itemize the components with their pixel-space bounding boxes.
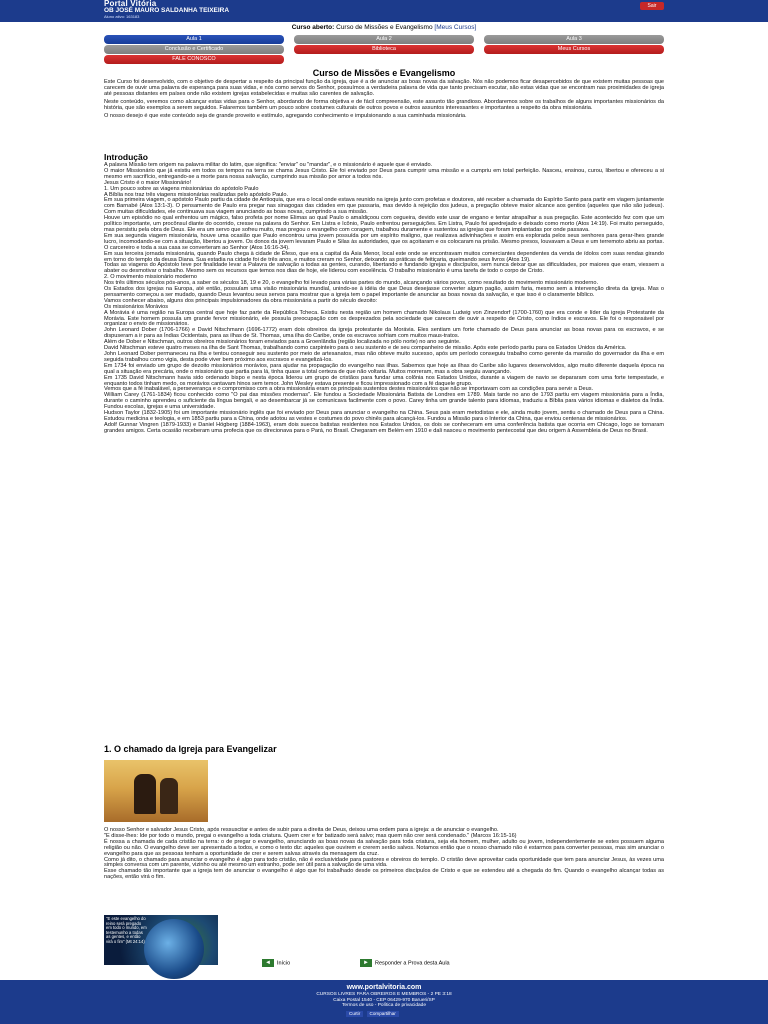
body-paragraph: John Leonard Dober (1706-1766) e David Nitschmann (1696-1772) eram dois obreiros da igreja protestante da Morávia. Eles sentiam um forte chamado de Deus para anunciar as boas novas para os escravos, e se dispuseram a ir para as Índias Ocidentais, para as ilhas de St. Thomas, uma ilha do Caribe, onde os escravos sofriam com muitos maus-tratos. (104, 327, 664, 340)
footer-line: CURSOS LIVRES PARA OBREIROS E MEMBROS - 2 PE 3:18 (316, 992, 452, 997)
tab-aula-2[interactable]: Aula 2 (294, 35, 474, 44)
home-label: Início (277, 960, 291, 967)
body-paragraph: O maior Missionário que já existiu em todos os tempos na terra se chama Jesus Cristo. Ele foi enviado por Deus para cumprir uma missão e a cumpriu em total perfeição. Nasceu, ensinou, curou, libertou e ofereceu a si mesmo em sacrifício, entregando-se a morte para nossa salvação, cumprindo sua missão por amor a todos nós. (104, 167, 664, 180)
org-name: OB JOSÉ MAURO SALDANHA TEIXEIRA (104, 6, 230, 14)
footer-line: Caixa Postal 1540 - CEP 06429-970 Barueri/SP (333, 997, 435, 1003)
my-courses-link[interactable]: [Meus Cursos] (434, 24, 477, 31)
body-paragraph: John Leonard Dober permaneceu na ilha e tentou conseguir seu sustento por meio de artesanatos, mas não obteve muito sucesso, após um período conseguiu trabalho como gerente da mansão do governador da ilha e em seguida trabalhou como vigia, desta pode viver bem próximo aos escravos e evangelizá-los. (104, 351, 664, 363)
top-header (0, 0, 768, 22)
share-button[interactable]: Compartilhar (367, 1011, 399, 1017)
body-paragraph: Vamos conhecer abaixo, alguns dos principais impulsionadores da obra missionária a partir do século dezoito: (104, 297, 378, 304)
intro-paragraph: Este Curso foi desenvolvido, com o objetivo de despertar a respeito da principal função da igreja, que é a de anunciar as boas novas da salvação. Nós não podemos ficar desapercebidos de que existem muitas pessoas que carecem de ouvir uma palavra de esperança para suas vidas, e nós como servos do Senhor, possuímos a verdadeira palavra de vida que tanto precisam escutar, são estas vidas que se encontram nas proximidades de igreja até pessoas distantes em países onde não existem igrejas estabelecidas e muitas são carentes de salvação. (104, 79, 664, 97)
nav-row-3 (104, 55, 664, 64)
tab-biblioteca[interactable]: Biblioteca (294, 45, 474, 54)
student-status: Aluno ativo: 163183 (104, 14, 140, 19)
body-paragraph: Adolf Gunnar Vingren (1879-1933) e Daniel Högberg (1884-1963), eram dois suecos batistas residentes nos Estados Unidos, os dois se conheceram em uma conferência batista que ocorria em Chicago, logo se tornaram grandes amigos. Certa ocasião receberam uma profecia que os direcionava para o Pará, no Brasil. Chegaram em Belém em 1910 e dali nasceu o movimento pentecostal que deu origem à Assembleia de Deus no Brasil. (104, 421, 664, 434)
body-paragraph: Hudson Taylor (1832-1905) foi um importante missionário inglês que foi enviado por Deus para anunciar o evangelho na China. Seus pais eram metodistas e ele, ainda muito jovem, sentiu o chamado de Deus para a China. Estudou medicina e teologia, e em 1853 partiu para a China, onde adotou as vestes e costumes do povo chinês para alcançá-los. Fundou a Missão para o Interior da China, que enviou centenas de missionários. (104, 410, 664, 422)
tab-meus-cursos[interactable]: Meus Cursos (484, 45, 664, 54)
arrow-left-icon: ◄ (262, 959, 274, 967)
body-paragraph: Esse chamado tão importante que a igreja tem de anunciar o evangelho é algo que foi trabalhado desde os primeiros discípulos de Cristo e que se estendeu até a chegada do fim. Quando o evangelho alcançar todas as nações, então virá o fim. (104, 868, 664, 881)
person-silhouette (160, 778, 178, 814)
intro-section (104, 68, 664, 119)
body-paragraph: William Carey (1761-1834) ficou conhecido como "O pai das missões modernas". Ele fundou a Sociedade Missionária Batista de Londres em 1789. Mais tarde no ano de 1793 partiu em viagem missionária para a Índia, durante o caminho aprendeu o suficiente da língua bengali, e ao desembarcar já se comunicava facilmente com o povo. Carey tinha um grande talento para idiomas, traduziu a Bíblia para vários idiomas e dialetos da Índia. Fundou escolas, igrejas e uma universidade. (104, 392, 664, 411)
body-paragraph: Jesus Cristo é o maior Missionário! (104, 179, 192, 186)
answer-exam-label: Responder a Prova desta Aula (375, 960, 450, 967)
body-paragraph: Em 1734 foi enviado um grupo de dezoito missionários morávios, para ajudar na propagação do evangelho nas ilhas. Sabemos que hoje as ilhas do Caribe são lugares desenvolvidos, algo muito diferente daquela época na qual a situação era precária, onde o missionário que partia para lá, tinha quase a total certeza de que não voltaria. Muitos morreram, mas a obra seguiu avançando. (104, 362, 664, 375)
intro-paragraph: Neste conteúdo, veremos como alcançar estas vidas para o Senhor, abordando de forma objetiva e de fácil compreensão, este assunto tão grandioso. Abordaremos sobre os trabalhos de alguns importantes missionários da história, que são exemplos a serem seguidos. Falaremos também um pouco sobre costumes culturais de outros povos e outros assuntos interessantes e importantes a respeito da obra missionária. (104, 98, 664, 111)
footer-url[interactable]: www.portalvitoria.com (346, 984, 422, 991)
world-verse-image (104, 915, 218, 965)
introduction-heading: Introdução (104, 152, 148, 162)
tab-fale-conosco[interactable]: FALE CONOSCO (104, 55, 284, 64)
body-paragraph: A Morávia é uma região na Europa central que hoje faz parte da República Tcheca. Existiu nesta região um homem chamado Nikolaus Ludwig von Zinzendorf (1700-1760) que era conde e líder da igreja Protestante da Morávia. Este homem possuía um grande fervor missionário, ele possuía preocupação com os desprezados pela sociedade que carecem de ouvir a respeito de Cristo, como índios e escravos. Ele foi o responsável por organizar o envio de missionários. (104, 309, 664, 328)
section-heading: 1. O chamado da Igreja para Evangelizar (104, 744, 277, 754)
section-body (104, 828, 664, 881)
verse-text: "E este evangelho do reino será pregado em todo o mundo, em testemunho a todas as gentes, e então virá o fim" (Mt 24:14) (106, 916, 147, 944)
body-paragraph: O nosso Senhor e salvador Jesus Cristo, após ressuscitar e antes de subir para a direita de Deus, deixou uma ordem para a igreja: a de anunciar o evangelho. (104, 827, 499, 833)
body-paragraph: David Nitschman esteve quatro meses na ilha de Sant Thomas, trabalhando como carpinteiro para o seu sustento e de seu companheiro de missão. Após este período partiu para os Estados Unidos da América. (104, 345, 627, 352)
site-logo[interactable] (104, 1, 229, 21)
intro-paragraph: O nosso desejo é que este conteúdo seja de grande proveito e estímulo, agregando conhecimento e impulsionando a sua caminhada missionária. (104, 112, 467, 119)
introduction-body (104, 163, 664, 435)
body-paragraph: Em 1735 David Nitschmann havia sido ordenado bispo e nesta época liderou um grupo de cristãos para fundar uma colônia nos Estados Unidos, durante a viagem de navio se depararam com uma forte tempestade, e enquanto todos tinham medo, os morávios cantavam hinos sem temor. John Wesley estava presente e ficou impressionado com a fé daquele grupo. (104, 374, 664, 387)
globe-icon (144, 919, 204, 979)
like-button[interactable]: Curtir (346, 1011, 363, 1017)
nav-row-1 (104, 35, 664, 44)
open-course-name: Curso de Missões e Evangelismo (336, 24, 433, 31)
body-paragraph: É nossa a chamada de cada cristão na terra: o de pregar o evangelho, anunciando as boas novas da salvação para toda criatura, seja ela homem, mulher, adulto ou jovem, independentemente se estes possuem alguma religião ou não. O evangelho deve ser apresentado a todos, e como o texto diz: aqueles que ouvirem e crerem serão salvos. Notamos então que o nosso chamado não é estarmos para converter pessoas, mas sim anunciar o evangelho para que as pessoas tenham a oportunidade de crer e serem salvas através da mensagem da cruz. (104, 838, 664, 857)
body-paragraph: A palavra Missão tem origem na palavra militar do latim, que significa: "enviar" ou "mandar", e o missionário é aquele que é enviado. (104, 162, 433, 168)
sermon-photo (104, 760, 208, 822)
body-paragraph: Vemos que a fé inabalável, a perseverança e o compromisso com a obra missionária eram os principais sustentos destes missionários que não se importavam com as condições para servir a Deus. (104, 386, 594, 393)
body-paragraph: A Bíblia nos traz três viagens missionárias realizadas pelo apóstolo Paulo. (104, 191, 289, 198)
page-title: Curso de Missões e Evangelismo (312, 68, 456, 78)
body-paragraph: Em sua segunda viagem missionária, houve uma ocasião que Paulo encontrou uma jovem possuída por um espírito maligno, que realizava adivinhações e assim era explorada pelos seus senhores para gerar-lhes grande lucro, incomodando-se com a situação, libertou a jovem. Os donos da jovem levaram Paulo e Silas às autoridades, que os açoitaram e os colocaram na prisão. Mesmo presos, louvavam a Deus e um terremoto abriu as portas. O carcereiro e toda a sua casa se converteram ao Senhor (Atos 16:16-34). (104, 232, 664, 251)
brand-name: Portal Vitória (104, 0, 157, 8)
tab-aula-3[interactable]: Aula 3 (484, 35, 664, 44)
exit-button[interactable]: Sair (640, 2, 664, 10)
body-paragraph: Houve um episódio no qual enfrentou um mágico, falso profeta por nome Elimas ao qual Paulo o amaldiçoou com cegueira, devido este usar de engano e tentar atrapalhar a sua pregação. Este acontecido fez com que um político importante, um procônsul diante do ocorrido, cresse na palavra do Senhor. Em Listra e Icônio, Paulo enfrentou perseguições. Em Listra, Paulo foi apedrejado e deixado como morto (Atos 14:19). Foi muito perseguido, mas persistiu pela obra de Deus. Ele era um servo que sofreu muito, mas pregou o evangelho com coragem, trabalhou duramente e sustentou as igrejas que foram implantadas por onde passava. (104, 215, 664, 233)
body-paragraph: Os Estados dos igrejas na Europa, até então, possuíam uma visão missionária mundial, unindo-se à idéia de que Deus desejasse converter algum pagão, assim faria, mesmo sem a intervenção direta da igreja. Mas o pensamento começou a ser mudado, quando Deus levantou seus servos para mostrar que a igreja tem o papel importante de anunciar as boas novas da salvação, e que isso é o claramente bíblico. (104, 286, 664, 298)
nav-row-2 (104, 45, 664, 54)
home-button[interactable] (262, 959, 290, 968)
body-paragraph: Além de Dober e Nitschman, outros obreiros missionários foram enviados para a Groenlândia (região localizada no pólo norte) no ano seguinte. (104, 339, 461, 346)
body-paragraph: Como já dito, o chamado para anunciar o evangelho é algo para todo cristão, não é exclusividade para pastores e obreiros do templo. O cristão deve aproveitar cada oportunidade que tem para anunciar Jesus, às vezes uma simples conversa com um parente, vizinho ou até mesmo um estranho, pode ser útil para a salvação de uma vida. (104, 856, 664, 869)
body-paragraph: Em sua terceira jornada missionária, quando Paulo chega à cidade de Éfeso, que era a capital da Ásia Menor, local este onde se encontravam muitos comerciantes dependentes da venda de ídolos com suas rendas girando em torno do templo da deusa Diana. Sua estadia na cidade foi de três anos, e muitos creram no Senhor, deixando as práticas de feitiçaria, queimando seus livros (Atos 19). (104, 250, 664, 263)
tab-aula-1[interactable]: Aula 1 (104, 35, 284, 44)
social-share (345, 1011, 400, 1017)
body-subheading: Os missionários Morávios (104, 303, 169, 310)
arrow-right-icon: ► (360, 959, 372, 967)
body-paragraph: Todas as viagens do Apóstolo teve por finalidade levar a Palavra de salvação a todas as gentes, curando, libertando e fundando igrejas e discípulos, sem nunca deixar que as dificuldades, por maiores que eram, viessem a abater ou desmotivar o trabalho. Mesmo sem os recursos que temos nos dias de hoje, ele liderou com excelência. O trabalho missionário é uma tarefa de todo o corpo de Cristo. (104, 262, 664, 275)
person-silhouette (134, 774, 156, 814)
open-course-line (0, 24, 768, 32)
tab-certificado[interactable]: Conclusão e Certificado (104, 45, 284, 54)
footer-links[interactable]: Termos de uso - Política de privacidade (342, 1003, 426, 1008)
footer (0, 980, 768, 1024)
body-paragraph: Nos três últimos séculos pós-anos, a saber os séculos 18, 19 e 20, o evangelho foi levado para várias partes do mundo, alcançando vários povos, como resultado do movimento missionário moderno. (104, 280, 599, 287)
open-course-label: Curso aberto: (291, 24, 335, 31)
body-subheading: 2. O movimento missionário moderno (104, 274, 197, 281)
answer-exam-button[interactable] (360, 959, 450, 968)
body-paragraph: Em sua primeira viagem, o apóstolo Paulo partiu da cidade de Antioquia, que era o local onde estava reunido na igreja junto com profetas e doutores, até receber a chamada do Espírito Santo para partir em viagem juntamente com Barnabé (Atos 13:1-3). O pensamento de Paulo era pregar nas sinagogas das cidades em que passaria, mas devido à rejeição dos judeus, a pregação obteve maior alcance aos gentios (aqueles que não são judeus). Com muitas dificuldades, ele continuava sua viagem anunciando as boas novas, cumprindo a sua missão. (104, 197, 664, 216)
body-quote: "E disse-lhes: Ide por todo o mundo, pregai o evangelho a toda criatura. Quem crer e for batizado será salvo; mas quem não crer será condenado." (Marcos 16:15-16) (104, 832, 517, 839)
body-subheading: 1. Um pouco sobre as viagens missionárias do apóstolo Paulo (104, 185, 259, 192)
